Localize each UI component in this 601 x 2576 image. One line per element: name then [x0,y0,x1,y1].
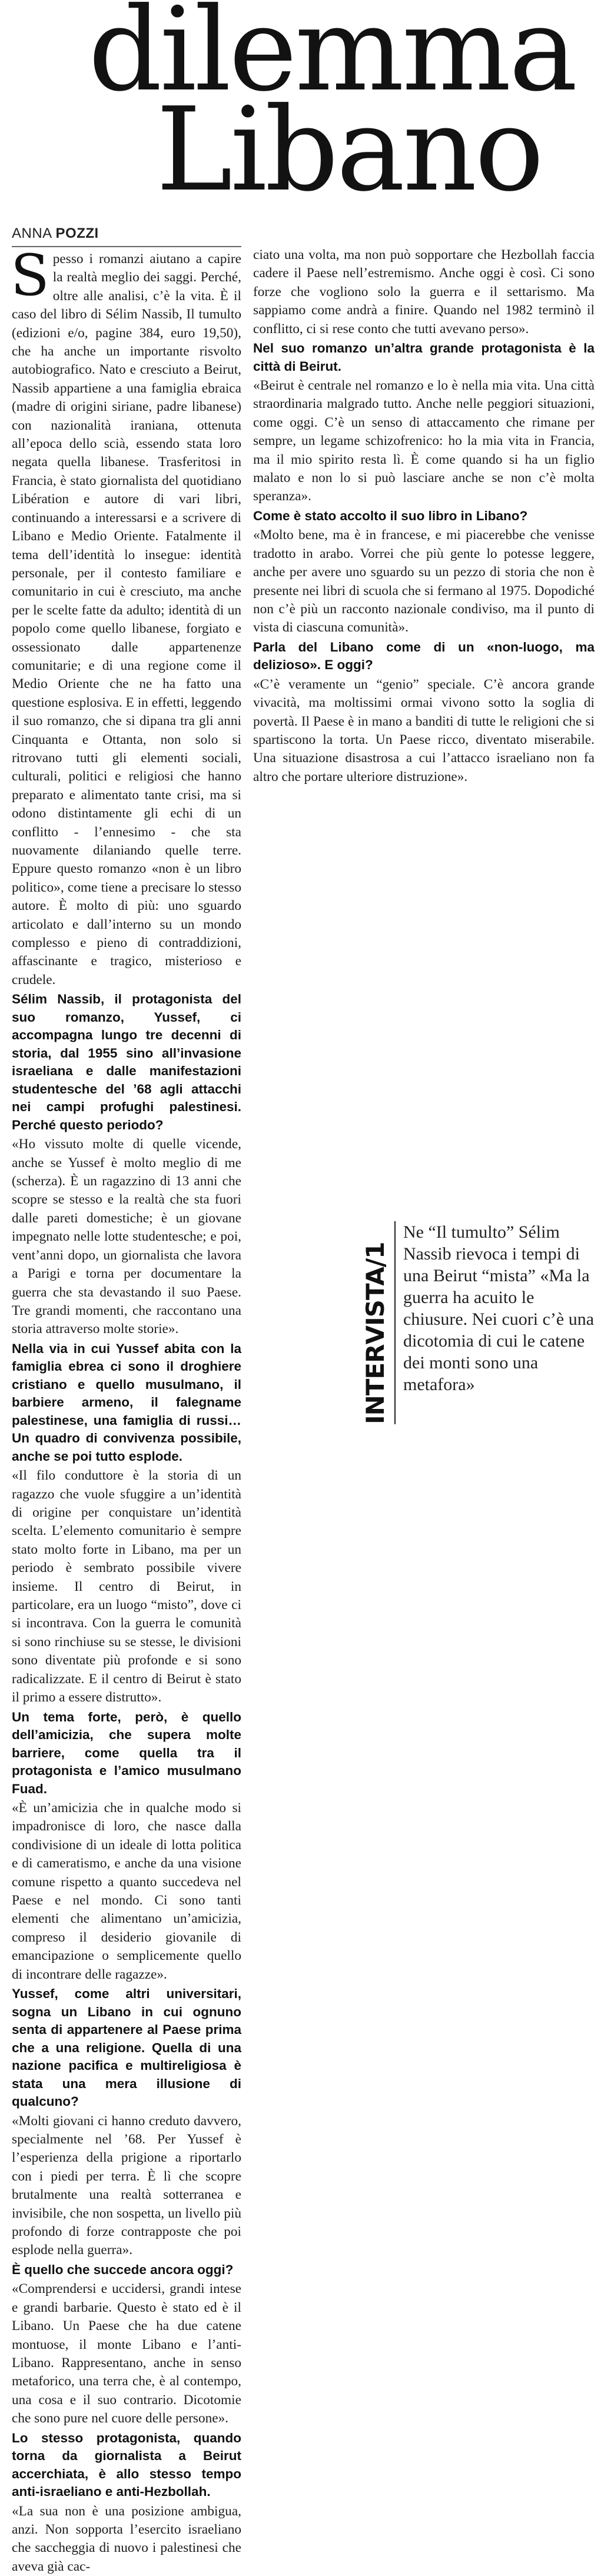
interview-paragraph: ciato una volta, ma non può sopportare che Hezbollah faccia cadere il Paese nell’estremismo. Anche oggi è così. Ci sono forze che vogliono solo la guerra e il settarismo. Ma sappiamo come andrà a finire. Quando nel 1982 terminò il conflitto, ci si rese conto che tutti avevano perso». [253,247,595,337]
interview-paragraph: «È un’amicizia che in qualche modo si impadronisce di loro, che nasce dalla condivisione di un ideale di lotta politica e di cameratismo, e anche da una visione comune rispetto a quanto succedeva nel Paese e nel mondo. Ci sono tanti elementi che alimentano un’amicizia, compreso il desiderio giovanile di emancipazione o semplicemente quello di incontrare delle ragazze». [12,1800,241,1982]
article-column-2 [253,246,595,1188]
headline [88,0,595,217]
drop-cap: S [11,242,49,308]
interview-question: Parla del Libano come di un «non-luogo, ma delizioso». E oggi? [253,639,595,673]
interview-paragraph: «Ho vissuto molte di quelle vicende, anche se Yussef è molto meglio di me (scherza). È un ragazzino di 13 anni che scopre se stesso e la realtà che sta fuori dalle pareti domestiche; è un giovane impegnato nelle lotte studentesche; e poi, vent’anni dopo, un giornalista che lavora a Parigi e torna per documentare la guerra che sta devastando il suo Paese. Tre grandi momenti, che raccontano una storia attraverso molte storie». [12,1136,241,1337]
interview-paragraph: «Comprendersi e uccidersi, grandi intese e grandi barbarie. Questo è stato ed è il Libano. Un Paese che ha due catene montuose, il monte Libano e l’anti-Libano. Rappresentano, anche in senso metaforico, una terra che, è al contempo, una cosa e il suo contrario. Dicotomie che sono pure nel cuore delle persone». [12,2281,241,2427]
interview-paragraph: «C’è veramente un “genio” speciale. C’è ancora grande vivacità, ma moltissimi ormai vivono sotto la soglia di povertà. Il Paese è in mano a banditi di tutte le religioni che si spartiscono la torta. Un Paese ricco, diventato miserabile. Una situazione disastrosa a cui l’attacco israeliano non fa altro che portare ulteriore distruzione». [253,676,595,785]
byline-last: POZZI [55,225,99,241]
interview-paragraph: «La sua non è una posizione ambigua, anzi. Non sopporta l’esercito israeliano che saccheggia di nuovo i palestinesi che aveva già cac- [12,2503,241,2574]
interview-paragraph: «Il filo conduttore è la storia di un ragazzo che vuole sfuggire a un’identità di origine per conquistare un’identità scelta. L’elemento comunitario è sempre stato molto forte in Libano, ma per un periodo è sembrato possibile vivere insieme. Il centro di Beirut, in particolare, era un luogo “misto”, dove ci si incontrava. Con la guerra le comunità si sono rinchiuse su se stesse, le divisioni sono diventate più profonde e si sono radicalizzate. E il centro di Beirut è stato il primo a essere distrutto». [12,1468,241,1706]
interview-question: Nel suo romanzo un’altra grande protagonista è la città di Beirut. [253,341,595,374]
headline-line2: Libano [156,83,542,217]
article-column-1 [11,242,241,2574]
interview-question: Lo stesso protagonista, quando torna da giornalista a Beirut accerchiata, è allo stesso tempo anti-israeliano e anti-Hezbollah. [12,2430,241,2499]
paragraph-text: pesso i romanzi aiutano a capire la realtà meglio dei saggi. Perché, oltre alle analisi, c’è la vita. È il caso del libro di Sélim Nassib, Il tumulto (edizioni e/o, pagine 384, euro 19,50), che ha anche un importante risvolto autobiografico. Nato e cresciuto a Beirut, Nassib appartiene a una famiglia ebraica (madre di origini siriane, padre libanese) con nazionalità iraniana, ottenuta all’epoca dello scià, essendo stata loro negata quella libanese. Trasferitosi in Francia, è stato giornalista del quotidiano Libération e autore di vari libri, continuando a interessarsi e a scrivere di Libano e Medio Oriente. Fatalmente il tema dell’identità lo insegue: identità personale, per il contesto familiare e comunitario in cui è cresciuto, ma anche per le scelte fatte da adulto; identità di un popolo come quello libanese, forgiato e ossessionato dalle appartenenze comunitarie; e di una regione come il Medio Oriente che ne ha fatto una questione esplosiva. E in effetti, leggendo il suo romanzo, che si dipana tra gli anni Cinquanta e Ottanta, non solo si ritrovano tutti gli elementi sociali, culturali, politici e religiosi che hanno preparato e alimentato tante crisi, ma si odono distintamente gli echi di un conflitto - l’ennesimo - che sta nuovamente dilaniando quelle terre. Eppure questo romanzo «non è un libro politico», come tiene a precisare lo stesso autore. È molto di più: uno sguardo articolato e dall’interno su un mondo complesso e pieno di contraddizioni, affascinante e tragico, misterioso e crudele. [12,251,241,988]
interview-paragraph: «Molti giovani ci hanno creduto davvero, specialmente nel ’68. Per Yussef è l’esperienza della prigione a riportarlo con i piedi per terra. È lì che scopre brutalmente una realtà sotterranea e invisibile, che non sospetta, un livello più profondo di forze contrapposte che poi esplode nella guerra». [12,2113,241,2258]
interview-paragraph: «Molto bene, ma è in francese, e mi piacerebbe che venisse tradotto in arabo. Vorrei che più gente lo potesse leggere, anche per avere uno sguardo su un pezzo di storia che non è presente nei libri di scuola che si fermano al 1975. Dopodiché non c’è più un racconto nazionale condiviso, ma il punto di vista di ciascuna comunità». [253,527,595,636]
byline [12,225,99,242]
interview-question: Nella via in cui Yussef abita con la famiglia ebrea ci sono il droghiere cristiano e quello musulmano, il barbiere armeno, il falegname palestinese, una famiglia di russi… Un quadro di convivenza possibile, anche se poi tutto esplode. [12,1341,241,1464]
interview-paragraph: «Beirut è centrale nel romanzo e lo è nella mia vita. Una città straordinaria malgrado tutto. Anche nelle peggiori situazioni, come oggi. C’è un senso di attaccamento che rimane per sempre, un legame schizofrenico: ho la mia vita in Francia, ma il mio spirito resta lì. È come quando si ha un figlio malato e non lo si può lasciare anche se non c’è molta speranza». [253,378,595,504]
interview-paragraph [11,242,241,989]
interview-question: Sélim Nassib, il protagonista del suo romanzo, Yussef, ci accompagna lungo tre decenni di storia, dal 1955 sino all’invasione israeliana e dalle manifestazioni studentesche del ’68 agli attacchi nei campi profughi palestinesi. Perché questo periodo? [12,992,241,1132]
headline-line1: dilemma [88,0,576,117]
interview-sidebar [353,1221,595,1424]
interview-question: Yussef, come altri universitari, sogna un Libano in cui ognuno senta di appartenere al Paese prima che a una religione. Quella di una nazione pacifica e multireligiosa è stata una mera illusione di qualcuno? [12,1986,241,2109]
interview-question: Come è stato accolto il suo libro in Libano? [253,508,528,523]
interview-question: È quello che succede ancora oggi? [12,2262,234,2277]
interview-tag [353,1221,396,1424]
interview-question: Un tema forte, però, è quello dell’amicizia, che supera molte barriere, come quella tra il protagonista e l’amico musulmano Fuad. [12,1709,241,1796]
byline-first: ANNA [12,225,52,241]
interview-tag-label: INTERVISTA/1 [361,1242,390,1424]
interview-lead: Ne “Il tumulto” Sélim Nassib rievoca i tempi di una Beirut “mista” «Ma la guerra ha acuito le chiusure. Nei cuori c’è una dicotomia di cui le catene dei monti sono una metafora» [403,1222,595,1394]
